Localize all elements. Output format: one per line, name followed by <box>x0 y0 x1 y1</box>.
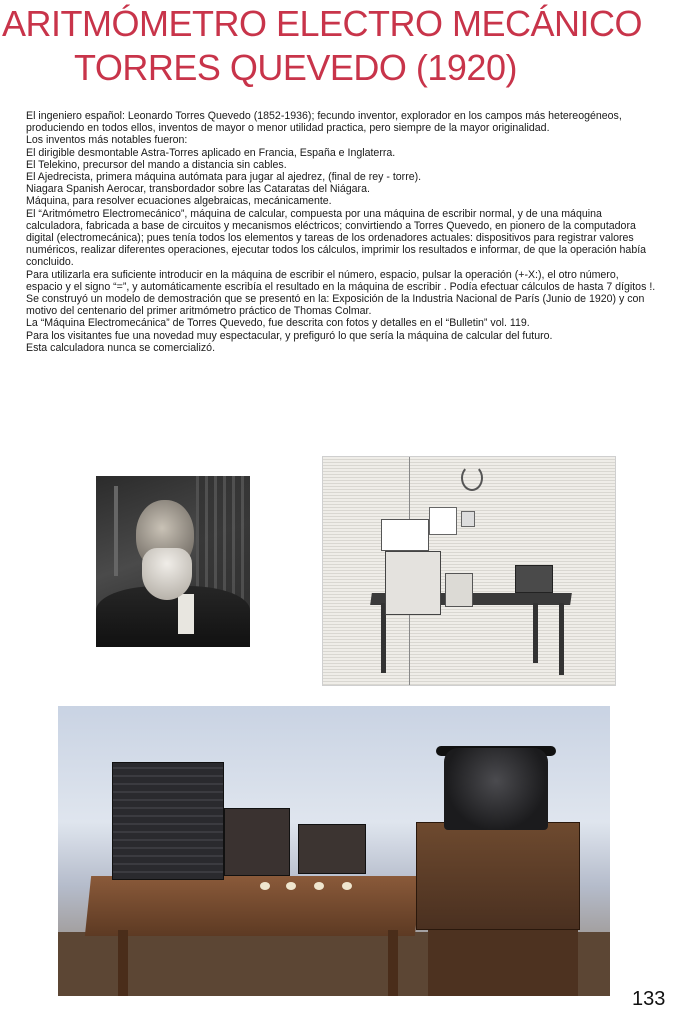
engraving-typewriter <box>515 565 553 593</box>
engraving-wall <box>323 457 615 685</box>
machine-color-photo <box>58 706 610 996</box>
page-number: 133 <box>632 988 666 1010</box>
paragraph: El Telekino, precursor del mando a distancia sin cables. <box>26 158 287 171</box>
engraving-machine <box>385 551 441 615</box>
paragraph: Esta calculadora nunca se comercializó. <box>26 341 216 354</box>
portrait-photo <box>96 476 250 647</box>
table-leg <box>559 603 564 675</box>
paragraph: Para los visitantes fue una novedad muy espectacular, y prefiguró lo que sería la máquina de calcular del futuro. <box>26 329 553 342</box>
portrait-collar <box>178 594 194 634</box>
paragraph: Máquina, para resolver ecuaciones algebraicas, mecánicamente. <box>26 195 332 208</box>
knob-icon <box>260 882 270 890</box>
knob-icon <box>286 882 296 890</box>
body-text <box>26 110 656 354</box>
table-leg <box>533 603 538 663</box>
knob-icon <box>314 882 324 890</box>
photo-background <box>114 486 118 576</box>
portrait-beard <box>142 548 192 600</box>
engraving-machine <box>445 573 473 607</box>
engraving-sign <box>461 511 475 527</box>
calculator-cabinet <box>224 808 290 876</box>
paragraph: Se construyó un modelo de demostración que se presentó en la: Exposición de la Industria Nacional de París (Junio de 1920) y con motivo del centenario del primer aritmómetro práctico de Thomas Colmar. <box>26 293 645 318</box>
engraving-sign <box>429 507 457 535</box>
paragraph: Para utilizarla era suficiente introducir en la máquina de escribir el número, espacio, pulsar la operación (+-X:), el otro número, espacio y el signo “=”, y automáticamente escribía el resultado en la máquina de escribir . Podía efectuar cálculos de hasta 7 dígitos !. <box>26 268 656 293</box>
paragraph: El Ajedrecista, primera máquina autómata para jugar al ajedrez, (final de rey - torre). <box>26 171 422 184</box>
paragraph: Los inventos más notables fueron: <box>26 134 188 147</box>
title-line-2: TORRES QUEVEDO (1920) <box>74 47 517 88</box>
photo-table <box>85 876 421 936</box>
paragraph: La “Máquina Electromecánica” de Torres Quevedo, fue descrita con fotos y detalles en el “Bulletin” vol. 119. <box>26 317 530 330</box>
exhibition-engraving <box>322 456 616 686</box>
knob-icon <box>342 882 352 890</box>
paragraph: El ingeniero español: Leonardo Torres Quevedo (1852-1936); fecundo inventor, explorador en los campos más hetereogéneos, produciendo en todos ellos, inventos de mayor o menor utilidad practica, pero siempre de la mayor originalidad. <box>26 110 622 135</box>
lamp-icon <box>461 465 483 491</box>
table-leg <box>118 930 128 996</box>
title-line-1: ARITMÓMETRO ELECTRO MECÁNICO <box>2 3 643 44</box>
paragraph: El dirigible desmontable Astra-Torres aplicado en Francia, España e Inglaterra. <box>26 146 396 159</box>
typewriter-desk <box>416 822 580 930</box>
engraving-sign <box>381 519 429 551</box>
calculator-cabinet <box>298 824 366 874</box>
paragraph: Niagara Spanish Aerocar, transbordador sobre las Cataratas del Niágara. <box>26 183 370 196</box>
typewriter <box>444 748 548 830</box>
calculator-cabinet <box>112 762 224 880</box>
paragraph: El “Aritmómetro Electromecánico”, máquina de calcular, compuesta por una máquina de escribir normal, y de una máquina calculadora, fabricada a base de circuitos y mecanismos eléctricos; convirtiendo a Torres Quevedo, en pionero de la computadora digital (electromecánica); pues tenía todos los elementos y tareas de los ordenadores actuales: dispositivos para registrar valores numéricos, realizar diferentes operaciones, ejecutar todos los cálculos, imprimir los resultados e informar, de que la operación había concluido. <box>26 207 647 269</box>
page-title <box>0 2 681 90</box>
table-leg <box>388 930 398 996</box>
